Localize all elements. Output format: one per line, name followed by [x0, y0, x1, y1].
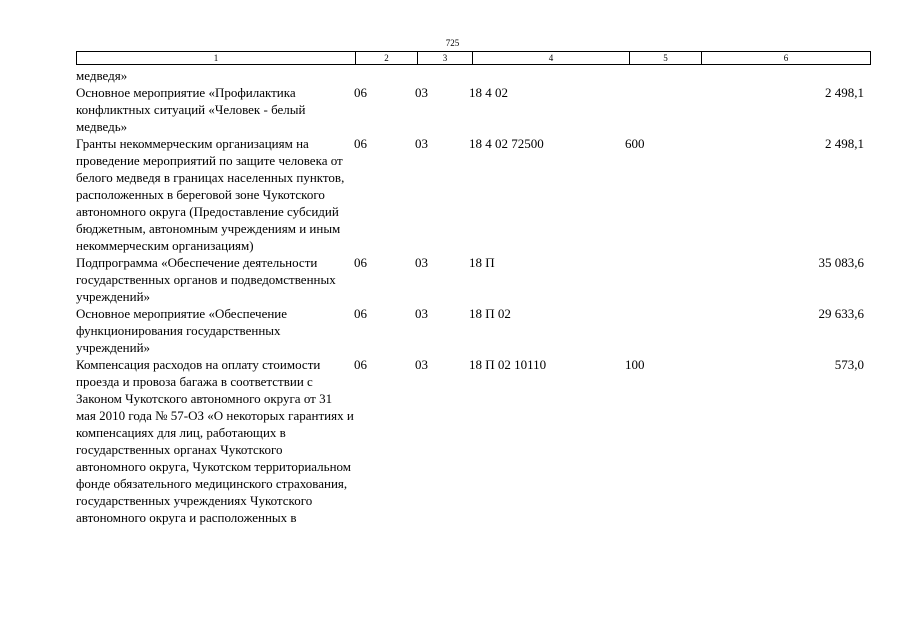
row-target-code: 18 П	[469, 255, 495, 270]
column-header-4: 4	[473, 52, 630, 65]
row-amount: 35 083,6	[818, 255, 864, 270]
row-name: Основное мероприятие «Профилактика конфликтных ситуаций «Человек - белый медведь»	[76, 85, 306, 134]
row-section: 06	[354, 357, 367, 372]
column-header-3: 3	[418, 52, 473, 65]
row-subsection: 03	[415, 357, 428, 372]
row-section: 06	[354, 85, 367, 100]
table-row	[76, 254, 864, 305]
row-expense-type	[625, 305, 696, 356]
row-target-code: 18 П 02 10110	[469, 357, 547, 372]
row-name: Компенсация расходов на оплату стоимости проезда и провоза багажа в соответствии с Законом Чукотского автономного округа от 31 мая 2010 года № 57-ОЗ «О некоторых гарантиях и компенсациях для лиц, работающих в государственных органах Чукотского автономного округа, Чукотском территориальном фонде обязательного медицинского страхования, государственных учреждениях Чукотского автономного округа и расположенных в	[76, 357, 354, 525]
table-row	[76, 305, 864, 356]
column-header-6: 6	[702, 52, 871, 65]
row-name: Подпрограмма «Обеспечение деятельности государственных органов и подведомственных учреждений»	[76, 255, 336, 304]
row-subsection: 03	[415, 136, 428, 151]
column-header-2: 2	[356, 52, 418, 65]
row-expense-type: 100	[625, 357, 645, 372]
row-section: 06	[354, 255, 367, 270]
column-header-5: 5	[630, 52, 702, 65]
row-amount	[696, 67, 864, 84]
row-target-code: 18 4 02 72500	[469, 136, 544, 151]
row-amount: 29 633,6	[818, 306, 864, 321]
row-target-code	[469, 67, 625, 84]
row-name: Основное мероприятие «Обеспечение функционирования государственных учреждений»	[76, 306, 288, 355]
row-target-code: 18 4 02	[469, 85, 508, 100]
row-section	[354, 67, 415, 84]
budget-table	[76, 67, 864, 526]
row-section: 06	[354, 306, 367, 321]
row-name: медведя»	[76, 68, 128, 83]
row-section: 06	[354, 136, 367, 151]
row-expense-type	[625, 84, 696, 135]
row-subsection: 03	[415, 255, 428, 270]
page-number: 725	[445, 38, 460, 48]
row-name: Гранты некоммерческим организациям на проведение мероприятий по защите человека от белого медведя в границах населенных пунктов, расположенных в береговой зоне Чукотского автономного округа (Предоставление субсидий бюджетным, автономным учреждениям и иным некоммерческим организациям)	[76, 136, 345, 253]
row-expense-type: 600	[625, 136, 645, 151]
table-row	[76, 67, 864, 84]
table-row	[76, 356, 864, 526]
row-target-code: 18 П 02	[469, 306, 511, 321]
row-subsection: 03	[415, 85, 428, 100]
row-subsection: 03	[415, 306, 428, 321]
table-row	[76, 135, 864, 254]
row-amount: 2 498,1	[825, 136, 864, 151]
table-row	[76, 84, 864, 135]
row-amount: 573,0	[834, 357, 864, 372]
row-subsection	[415, 67, 469, 84]
row-amount: 2 498,1	[825, 85, 864, 100]
column-header-row	[76, 51, 871, 65]
row-expense-type	[625, 254, 696, 305]
column-header-1: 1	[77, 52, 356, 65]
row-expense-type	[625, 67, 696, 84]
